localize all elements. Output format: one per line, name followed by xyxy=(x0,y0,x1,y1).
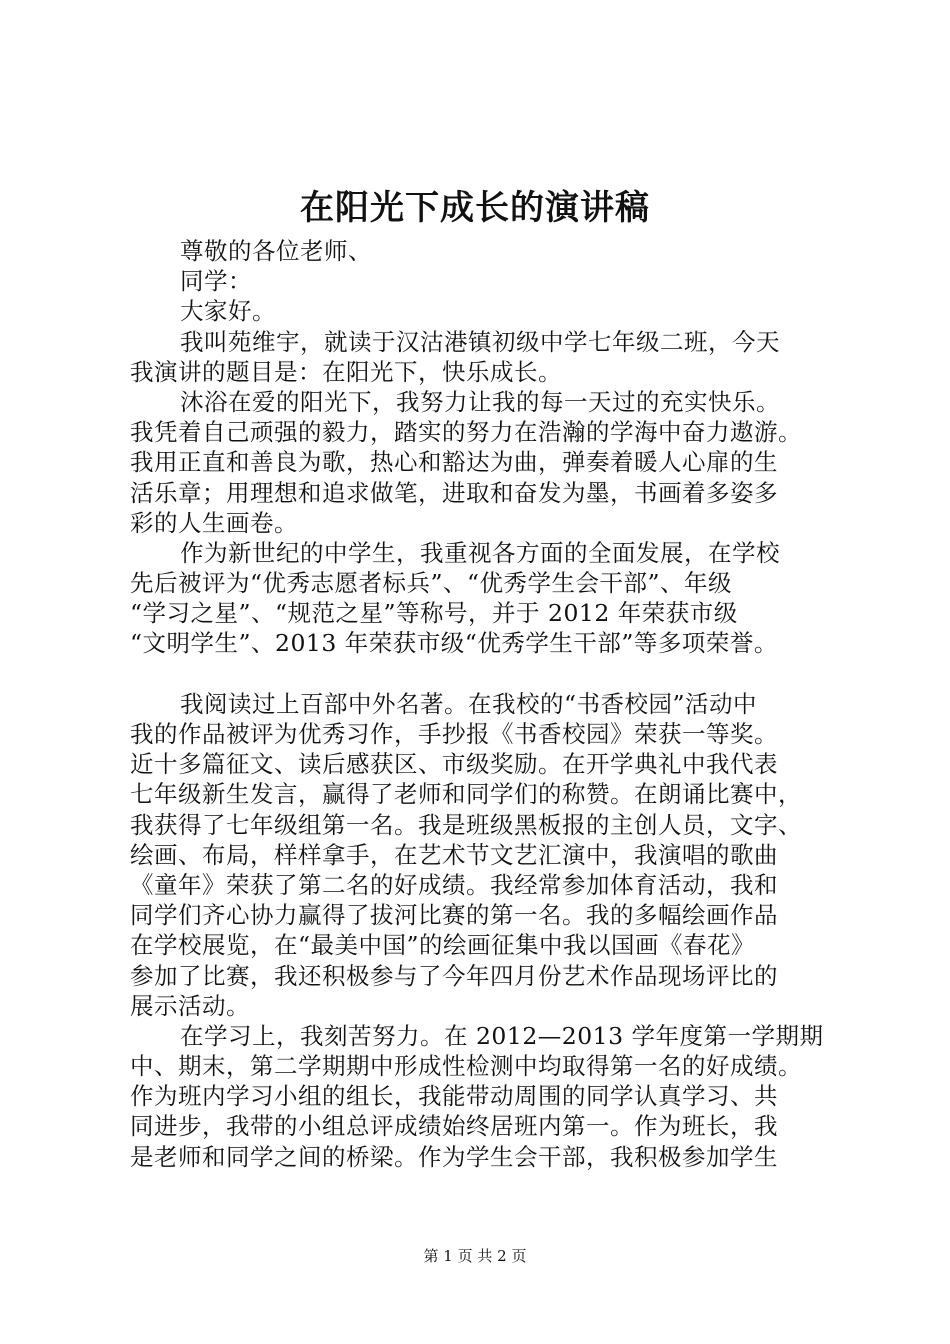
text-line: 中、期末，第二学期期中形成性检测中均取得第一名的好成绩。 xyxy=(130,1052,802,1081)
text-line: 绘画、布局，样样拿手，在艺术节文艺汇演中，我演唱的歌曲 xyxy=(130,840,778,869)
text-line: 我叫苑维宇，就读于汉沽港镇初级中学七年级二班，今天 xyxy=(180,327,780,356)
text-line: “学习之星”、“规范之星”等称号，并于 2012 年荣获市级 xyxy=(130,599,738,628)
blank-line xyxy=(130,659,860,689)
text-line: 七年级新生发言，赢得了老师和同学们的称赞。在朗诵比赛中， xyxy=(130,780,802,809)
text-line: 同学： xyxy=(180,267,252,296)
text-line: 《童年》荣获了第二名的好成绩。我经常参加体育活动，我和 xyxy=(130,870,778,899)
text-line: 彩的人生画卷。 xyxy=(130,508,298,537)
text-line: “文明学生”、2013 年荣获市级“优秀学生干部”等多项荣誉。 xyxy=(130,629,778,658)
text-line: 作为班内学习小组的组长，我能带动周围的同学认真学习、共 xyxy=(130,1082,778,1111)
text-line: 我演讲的题目是：在阳光下，快乐成长。 xyxy=(130,357,562,386)
text-line: 沐浴在爱的阳光下，我努力让我的每一天过的充实快乐。 xyxy=(180,387,780,416)
text-line: 尊敬的各位老师、 xyxy=(180,237,372,265)
text-line: 大家好。 xyxy=(180,297,276,326)
document-title: 在阳光下成长的演讲稿 xyxy=(300,188,650,228)
text-line: 展示活动。 xyxy=(130,991,250,1020)
document-body xyxy=(130,236,860,1172)
text-line: 我用正直和善良为歌，热心和豁达为曲，弹奏着暖人心扉的生 xyxy=(130,448,778,477)
text-line: 在学校展览，在“最美中国”的绘画征集中我以国画《春花》 xyxy=(130,931,756,960)
text-line: 作为新世纪的中学生，我重视各方面的全面发展，在学校 xyxy=(180,538,780,567)
text-line: 先后被评为“优秀志愿者标兵”、“优秀学生会干部”、年级 xyxy=(130,569,733,598)
text-line: 参加了比赛，我还积极参与了今年四月份艺术作品现场评比的 xyxy=(130,961,778,990)
page-footer: 第 1 页 共 2 页 xyxy=(423,1247,527,1265)
text-line: 我阅读过上百部中外名著。在我校的“书香校园”活动中 xyxy=(180,689,758,718)
text-line: 同进步，我带的小组总评成绩始终居班内第一。作为班长，我 xyxy=(130,1112,778,1141)
text-line: 活乐章；用理想和追求做笔，进取和奋发为墨，书画着多姿多 xyxy=(130,478,778,507)
text-line: 是老师和同学之间的桥梁。作为学生会干部，我积极参加学生 xyxy=(130,1142,778,1171)
text-line: 近十多篇征文、读后感获区、市级奖励。在开学典礼中我代表 xyxy=(130,750,778,779)
text-line: 我凭着自己顽强的毅力，踏实的努力在浩瀚的学海中奋力遨游。 xyxy=(130,418,802,447)
text-line: 我的作品被评为优秀习作，手抄报《书香校园》荣获一等奖。 xyxy=(130,720,778,748)
text-line: 同学们齐心协力赢得了拔河比赛的第一名。我的多幅绘画作品 xyxy=(130,901,778,930)
text-line: 在学习上，我刻苦努力。在 2012—2013 学年度第一学期期 xyxy=(180,1021,824,1050)
text-line: 我获得了七年级组第一名。我是班级黑板报的主创人员，文字、 xyxy=(130,810,802,839)
